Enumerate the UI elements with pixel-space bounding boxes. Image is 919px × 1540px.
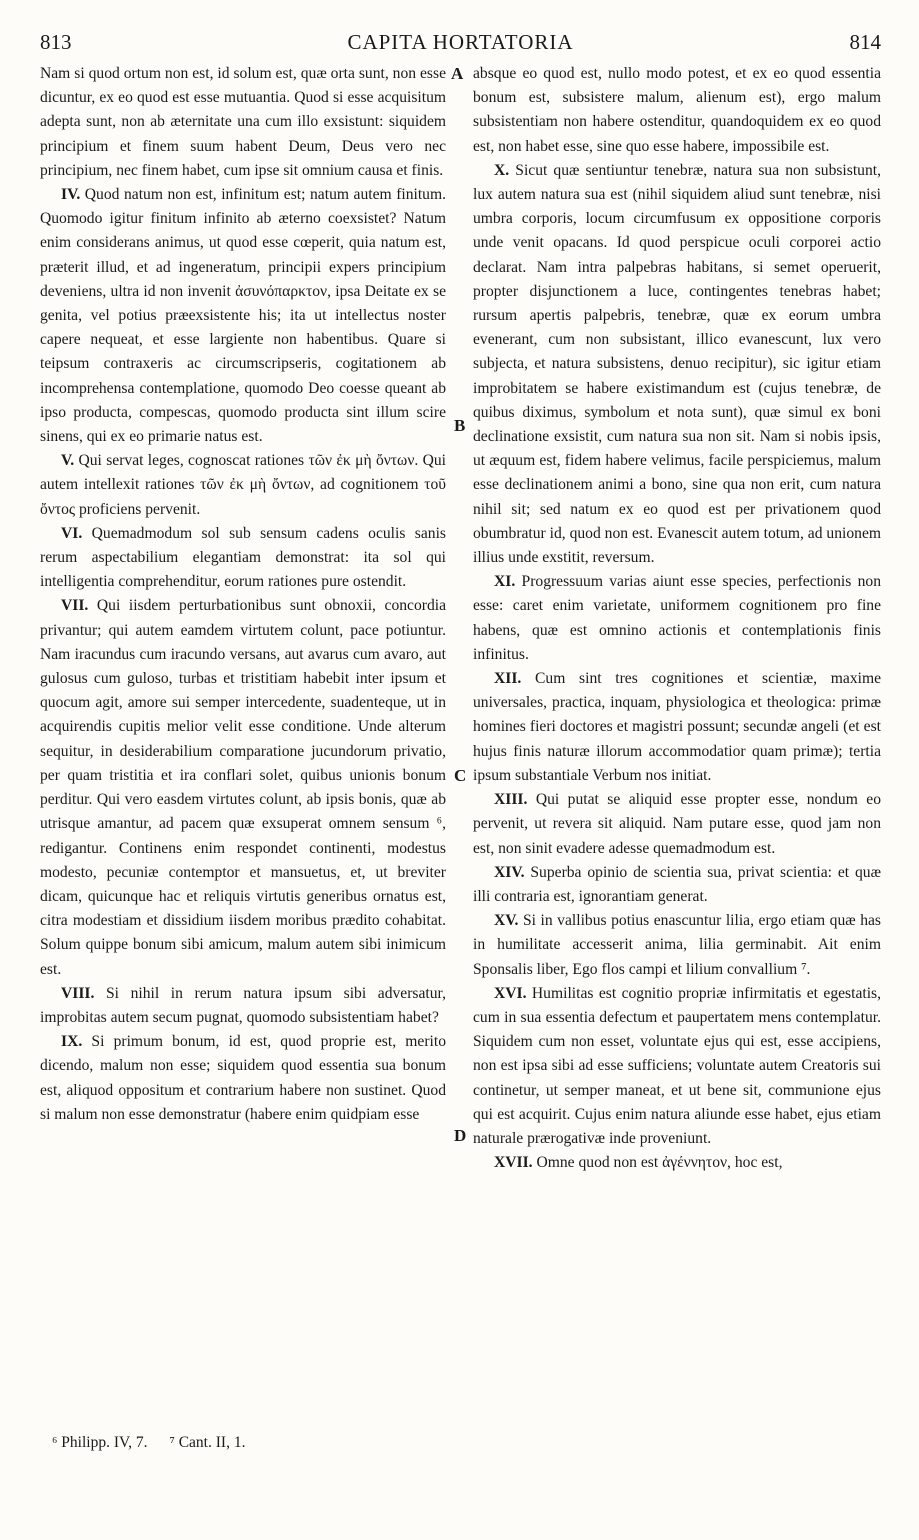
margin-letter-b: B (454, 416, 466, 435)
footnote: ⁷ Cant. II, 1. (169, 1434, 246, 1451)
page-number-left: 813 (40, 30, 72, 54)
paragraph (40, 594, 446, 981)
chapter-number: VIII. (61, 984, 95, 1002)
chapter-number: IV. (61, 186, 81, 204)
chapter-number: XI. (494, 573, 516, 591)
paragraph-text: absque eo quod est, nullo modo potest, et ex eo quod essentia bonum est, subsistere malum, alienum est), ergo malum subsistentiam non habere ostenditur, quandoquidem ex eo quod est, non habet esse, sine quo esse habere, impossibile est. (473, 65, 881, 155)
chapter-number: IX. (61, 1033, 83, 1051)
left-column (40, 62, 446, 1127)
footnotes (52, 1434, 263, 1452)
paragraph (40, 183, 446, 449)
chapter-number: XII. (494, 670, 522, 688)
chapter-number: XIII. (494, 791, 528, 809)
chapter-number: X. (494, 161, 510, 179)
paragraph-text: Qui iisdem perturbationibus sunt obnoxii, concordia privantur; qui autem eamdem virtutem colunt, pace potiuntur. Nam iracundus cum iracundo versans, aut avarus cum avaro, aut gulosus cum guloso, turbas et tristitiam habebit inter ipsum et quocum agit, amore sui semper intercedente, suadenteque, ut in acquirendis cupitis melior velit esse conditione. Unde alterum sequitur, in desiderabilium comparatione jucundorum privatio, per quam tristitia et ira conflari solet, quibus unionis bonum perditur. Qui vero easdem virtutes colunt, ab ipsis bonis, quæ ab utrisque amantur, ad pacem quæ exsuperat omnem sensum ⁶, redigantur. Continens enim respondet continenti, modestus modesto, pecuniæ contemptor et mansuetus, et, ut breviter dicam, quicunque hac et reliquis virtutis generibus ornatus est, citra modestiam et dissidium iisdem moribus prædito cohabitat. Solum quippe bonum sibi amicum, malum autem sibi inimicum est. (40, 597, 447, 978)
paragraph (473, 788, 881, 861)
paragraph-text: Nam si quod ortum non est, id solum est, quæ orta sunt, non esse dicuntur, ex eo quod est esse mutuantia. Quod si esse acquisitum adepta sunt, non ab æternitate una cum illo exsistunt: siquidem principium et finem suum habent Deum, Deus vero nec principium, nec finem habet, cum ipse sit omnium causa et finis. (40, 65, 446, 179)
paragraph (473, 159, 881, 570)
margin-letter-c: C (454, 766, 467, 785)
chapter-number: XIV. (494, 863, 525, 881)
chapter-number: V. (61, 452, 75, 470)
right-column (473, 62, 881, 1175)
paragraph-text: Sicut quæ sentiuntur tenebræ, natura sua non subsistunt, lux autem natura sua est (nihil siquidem aliud sunt tenebræ, nisi umbra corporis, locum circumfusum ex oppositione corporis unde venit opacans. Id quod perspicue oculi corporei actio declarat. Nam intra palpebras habitans, si semet operuerit, propter disjunctionem a luce, contingentes tenebras habet; rursum apertis palpebris, tenebræ, quæ ex eorum umbra evenerant, cum non subsistant, illico evanescunt, lux vero subjecta, et natura subsistens, denuo recipitur), sic igitur etiam improbitatem se habere existimandum est (cujus tenebræ, de quibus diximus, symbolum et nota sunt), quæ simul ex boni declinatione exsistit, cum natura sua non sit. Nam si nobis ipsis, ut æquum est, fidem habere velimus, facile perspiciemus, malum esse declinationem animi a bono, sine qua non erit, cum natura nihil sit; sed natum ex eo quod est per privationem quod obumbratur id, quod non est. Evanescit autem totum, ad unionem illius unde exstitit, reversum. (473, 161, 881, 567)
paragraph-text: Cum sint tres cognitiones et scientiæ, maxime universales, practica, inquam, physiologica et theologica: primæ homines fieri doctores et magistri possunt; secundæ angeli (et est hujus finis naturæ illorum accommodatior quam primæ); tertia ipsum substantiale Verbum nos initiat. (473, 670, 881, 784)
chapter-number: XV. (494, 912, 519, 930)
paragraph (40, 1030, 446, 1127)
paragraph-text: Humilitas est cognitio propriæ infirmitatis et egestatis, cum in sua essentia defectum et paupertatem mens contemplatur. Siquidem cum non esset, voluntate ejus qui est, esse accipiens, non est ipsa sibi ad esse sufficiens; voluntate autem Creatoris sui continetur, ut semper maneat, et ut bene sit, communione ejus qui est acquirit. Cujus enim natura aliunde esse habet, ejus etiam naturale prærogativæ inde proveniunt. (473, 984, 881, 1147)
running-header (40, 30, 881, 58)
paragraph (40, 982, 446, 1030)
margin-letter-a: A (451, 64, 464, 83)
paragraph-text: Si nihil in rerum natura ipsum sibi adversatur, improbitas autem secum pugnat, quomodo subsistentiam habet? (40, 984, 446, 1026)
paragraph-text: Qui servat leges, cognoscat rationes τῶν ἐκ μὴ ὄντων. Qui autem intellexit rationes τῶν ἐκ μὴ ὄντων, ad cognitionem τοῦ ὄντος proficiens pervenit. (40, 452, 446, 518)
paragraph-text: Omne quod non est ἀγέννητον, hoc est, (536, 1154, 783, 1172)
paragraph-text: Progressuum varias aiunt esse species, perfectionis non esse: caret enim varietate, uniformem cognitionem pro fine habens, quæ est omnino actionis et contemplationis finis infinitus. (473, 573, 881, 663)
paragraph-text: Quod natum non est, infinitum est; natum autem finitum. Quomodo igitur finitum infinito ab æterno coexsistet? Natum enim considerans animus, ut quod esse cœperit, quia natum est, præterit illud, et ad ingeneratum, principii expers principium deveniens, ultra id non invenit ἀσυνόπαρκτον, ipsa Deitate ex se genita, vel potius præexsistente his; ita ut intellectus noster capere nequeat, et esse largiente non habentibus. Quare si teipsum contraxeris ac circumscripseris, cogitationem ab incomprehensa contemplatione, quomodo Deo coesse queant ab ipso producta, compescas, quomodo producta sint illum scire sinens, qui ex eo primarie natus est. (40, 186, 447, 446)
running-title: CAPITA HORTATORIA (347, 30, 574, 54)
chapter-number: XVI. (494, 984, 527, 1002)
paragraph-text: Qui putat se aliquid esse propter esse, nondum eo pervenit, ut revera sit aliquid. Nam putare esse, quod jam non est, non sinit evadere adesse quemadmodum est. (473, 791, 881, 857)
paragraph (473, 62, 881, 159)
paragraph-text: Quemadmodum sol sub sensum cadens oculis sanis rerum aspectabilium elegantiam demonstrat: ita sol qui intelligentia comprehenditur, eorum rationes pure ostendit. (40, 524, 446, 591)
footnote: ⁶ Philipp. IV, 7. (52, 1434, 148, 1451)
paragraph (473, 1151, 881, 1175)
chapter-number: VI. (61, 524, 83, 542)
paragraph (473, 570, 881, 667)
page-number-right: 814 (849, 30, 881, 54)
paragraph-text: Si primum bonum, id est, quod proprie est, merito dicendo, malum non esse; siquidem quod essentia sua bonum est, aliquod oppositum et contrarium habere non sustinet. Quod si malum non esse demonstratur (habere enim quidpiam esse (40, 1033, 446, 1123)
paragraph (473, 909, 881, 982)
paragraph (40, 522, 446, 595)
paragraph (40, 449, 446, 522)
chapter-number: VII. (61, 597, 89, 615)
paragraph-text: Si in vallibus potius enascuntur lilia, ergo etiam quæ has in humilitate accesserit anima, lilia germinabit. Ait enim Sponsalis liber, Ego flos campi et lilium convallium ⁷. (473, 912, 881, 978)
paragraph (473, 861, 881, 909)
paragraph (473, 667, 881, 788)
paragraph (473, 982, 881, 1151)
chapter-number: XVII. (494, 1154, 533, 1172)
paragraph (40, 62, 446, 183)
paragraph-text: Superba opinio de scientia sua, privat scientia: et quæ illi contraria est, ignorantiam generat. (473, 863, 881, 905)
margin-letter-d: D (454, 1126, 467, 1145)
